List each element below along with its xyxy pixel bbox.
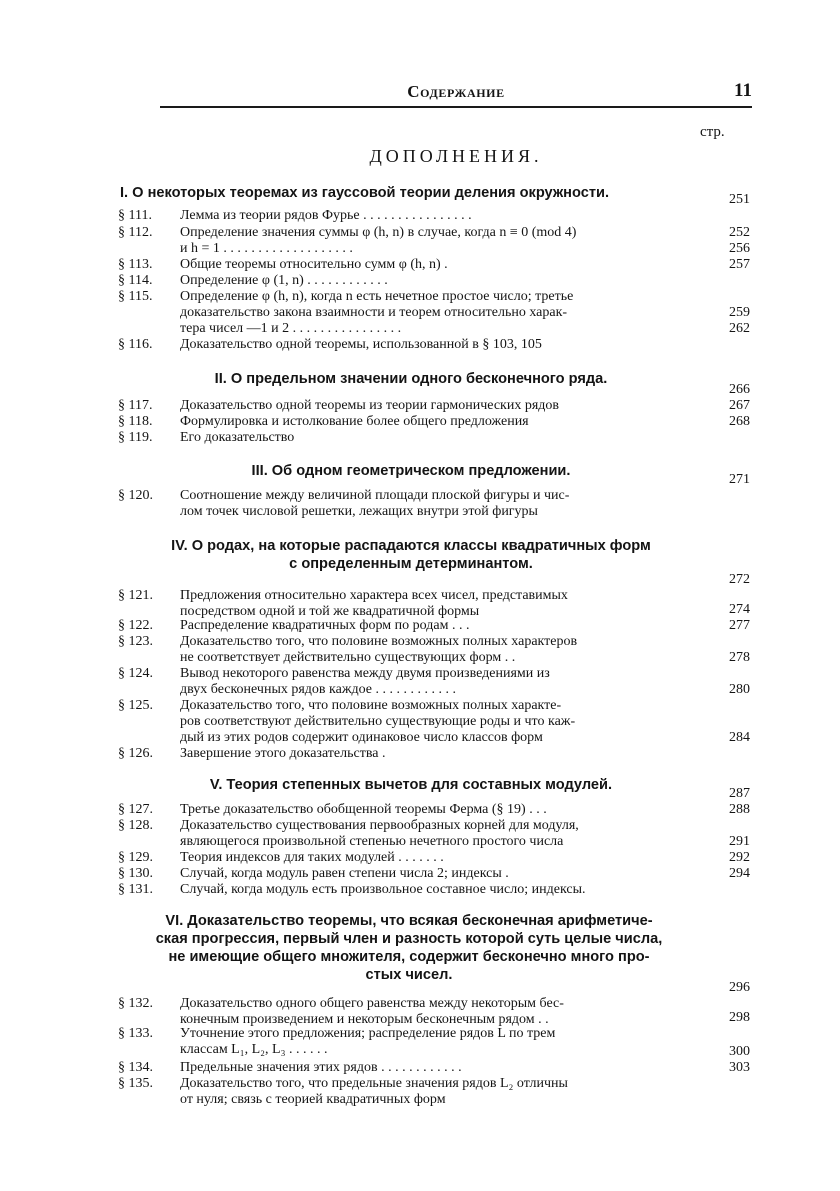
entry-page: 280 [729, 682, 750, 697]
entry-text: являющегося произвольной степенью нечетного простого числа [180, 834, 564, 849]
section-number: § 133. [118, 1026, 153, 1041]
entry-text: Доказательство одного общего равенства между некоторым бес- [180, 996, 564, 1011]
section-heading-line: VI. Доказательство теоремы, что всякая бесконечная арифметиче- [165, 913, 653, 929]
entry-text: от нуля; связь с теорией квадратичных форм [180, 1092, 446, 1107]
entry-page: 251 [729, 192, 750, 207]
entry-text: дый из этих родов содержит одинаковое число классов форм [180, 730, 543, 745]
section-number: § 115. [118, 289, 153, 304]
entry-page: 272 [729, 572, 750, 587]
entry-text: Доказательство того, что половине возможных полных характеров [180, 634, 578, 649]
entry-text: Предельные значения этих рядов . . . . . . . . . . . . [180, 1060, 462, 1075]
entry-page: 300 [729, 1044, 750, 1059]
entry-text: Теория индексов для таких модулей . . . . . . . [180, 850, 444, 865]
entry-page: 266 [729, 382, 750, 397]
entry-text: двух бесконечных рядов каждое . . . . . . . . . . . . [180, 682, 457, 697]
entry-page: 257 [729, 257, 750, 272]
entry-text: Его доказательство [180, 430, 295, 445]
entry-text: Распределение квадратичных форм по родам . . . [180, 618, 470, 633]
section-heading: III. Об одном геометрическом предложении. [251, 463, 571, 479]
entry-text: конечным произведением и некоторым бесконечным рядом . . [180, 1012, 549, 1027]
entry-text: доказательство закона взаимности и теорем относительно харак- [180, 305, 568, 320]
section-number: § 130. [118, 866, 153, 881]
entry-page: 259 [729, 305, 750, 320]
entry-text: Общие теоремы относительно сумм φ (h, n) . [180, 257, 448, 272]
entry-page: 288 [729, 802, 750, 817]
section-heading-line: стых чисел. [365, 967, 453, 983]
section-number: § 119. [118, 430, 153, 445]
section-number: § 114. [118, 273, 153, 288]
entry-page: 252 [729, 225, 750, 240]
section-heading-line: с определенным детерминантом. [289, 556, 533, 572]
section-heading: II. О предельном значении одного бесконечного ряда. [214, 371, 608, 387]
entry-text: Завершение этого доказательства . [180, 746, 386, 761]
entry-text: лом точек числовой решетки, лежащих внутри этой фигуры [180, 504, 538, 519]
section-number: § 124. [118, 666, 153, 681]
entry-text: Определение φ (h, n), когда n есть нечетное простое число; третье [180, 289, 574, 304]
entry-text: классам L₁, L₂, L₃ . . . . . . [180, 1042, 328, 1057]
entry-text: Случай, когда модуль равен степени числа 2; индексы . [180, 866, 509, 881]
entry-page: 294 [729, 866, 750, 881]
entry-text: Доказательство одной теоремы из теории гармонических рядов [180, 398, 560, 413]
supplement-title: ДОПОЛНЕНИЯ. [369, 146, 543, 166]
entry-text: Определение значения суммы φ (h, n) в случае, когда n ≡ 0 (mod 4) [180, 225, 577, 240]
entry-text: и h = 1 . . . . . . . . . . . . . . . . . . . [180, 241, 353, 256]
entry-text: Вывод некоторого равенства между двумя произведениями из [180, 666, 550, 681]
section-number: § 117. [118, 398, 153, 413]
header-rule [160, 106, 752, 108]
section-number: § 113. [118, 257, 153, 272]
entry-text: посредством одной и той же квадратичной формы [180, 604, 480, 619]
entry-page: 256 [729, 241, 750, 256]
section-heading-line: не имеющие общего множителя, содержит бесконечно много про- [168, 949, 650, 965]
section-heading: I. О некоторых теоремах из гауссовой теории деления окружности. [120, 185, 610, 201]
entry-text: Определение φ (1, n) . . . . . . . . . . . . [180, 273, 388, 288]
section-number: § 116. [118, 337, 153, 352]
entry-text: тера чисел —1 и 2 . . . . . . . . . . . . . . . . [180, 321, 402, 336]
entry-text: Предложения относительно характера всех чисел, представимых [180, 588, 568, 603]
section-number: § 125. [118, 698, 153, 713]
section-number: § 126. [118, 746, 153, 761]
section-heading-line: ская прогрессия, первый член и разность которой суть целые числа, [155, 931, 663, 947]
section-number: § 128. [118, 818, 153, 833]
section-number: § 121. [118, 588, 153, 603]
entry-page: 271 [729, 472, 750, 487]
entry-page: 262 [729, 321, 750, 336]
section-number: § 111. [118, 208, 152, 223]
entry-text: Формулировка и истолкование более общего предложения [180, 414, 529, 429]
section-number: § 132. [118, 996, 153, 1011]
entry-page: 298 [729, 1010, 750, 1025]
page-number: 11 [734, 80, 752, 101]
running-head [160, 80, 752, 106]
entry-text: Случай, когда модуль есть произвольное составное число; индексы. [180, 882, 586, 897]
entry-page: 277 [729, 618, 750, 633]
entry-page: 278 [729, 650, 750, 665]
entry-text: Доказательство того, что половине возможных полных характе- [180, 698, 562, 713]
entry-page: 303 [729, 1060, 750, 1075]
entry-text: Соотношение между величиной площади плоской фигуры и чис- [180, 488, 570, 503]
section-number: § 123. [118, 634, 153, 649]
entry-text: Доказательство того, что предельные значения рядов L₂ отличны [180, 1076, 568, 1091]
entry-page: 287 [729, 786, 750, 801]
entry-text: Доказательство существования первообразных корней для модуля, [180, 818, 579, 833]
section-number: § 112. [118, 225, 153, 240]
section-number: § 120. [118, 488, 153, 503]
section-number: § 129. [118, 850, 153, 865]
section-number: § 131. [118, 882, 153, 897]
section-number: § 127. [118, 802, 153, 817]
entry-page: 292 [729, 850, 750, 865]
entry-text: Уточнение этого предложения; распределение рядов L по трем [180, 1026, 556, 1041]
section-heading: V. Теория степенных вычетов для составных модулей. [209, 777, 613, 793]
entry-text: Доказательство одной теоремы, использованной в § 103, 105 [180, 337, 542, 352]
section-number: § 134. [118, 1060, 153, 1075]
entry-text: Лемма из теории рядов Фурье . . . . . . . . . . . . . . . . [180, 208, 472, 223]
section-number: § 118. [118, 414, 153, 429]
page-column-label: стр. [700, 124, 725, 140]
section-number: § 122. [118, 618, 153, 633]
entry-text: ров соответствуют действительно существующие роды и что каж- [180, 714, 576, 729]
entry-page: 296 [729, 980, 750, 995]
entry-page: 291 [729, 834, 750, 849]
section-heading [120, 537, 702, 573]
running-head-title: Содержание [407, 82, 505, 101]
entry-text: Третье доказательство обобщенной теоремы Ферма (§ 19) . . . [180, 802, 547, 817]
entry-page: 284 [729, 730, 750, 745]
entry-page: 268 [729, 414, 750, 429]
section-number: § 135. [118, 1076, 153, 1091]
section-heading-line: IV. О родах, на которые распадаются классы квадратичных форм [171, 538, 651, 554]
entry-page: 267 [729, 398, 750, 413]
entry-text: не соответствует действительно существующих форм . . [180, 650, 516, 665]
section-heading [118, 912, 700, 984]
entry-page: 274 [729, 602, 750, 617]
